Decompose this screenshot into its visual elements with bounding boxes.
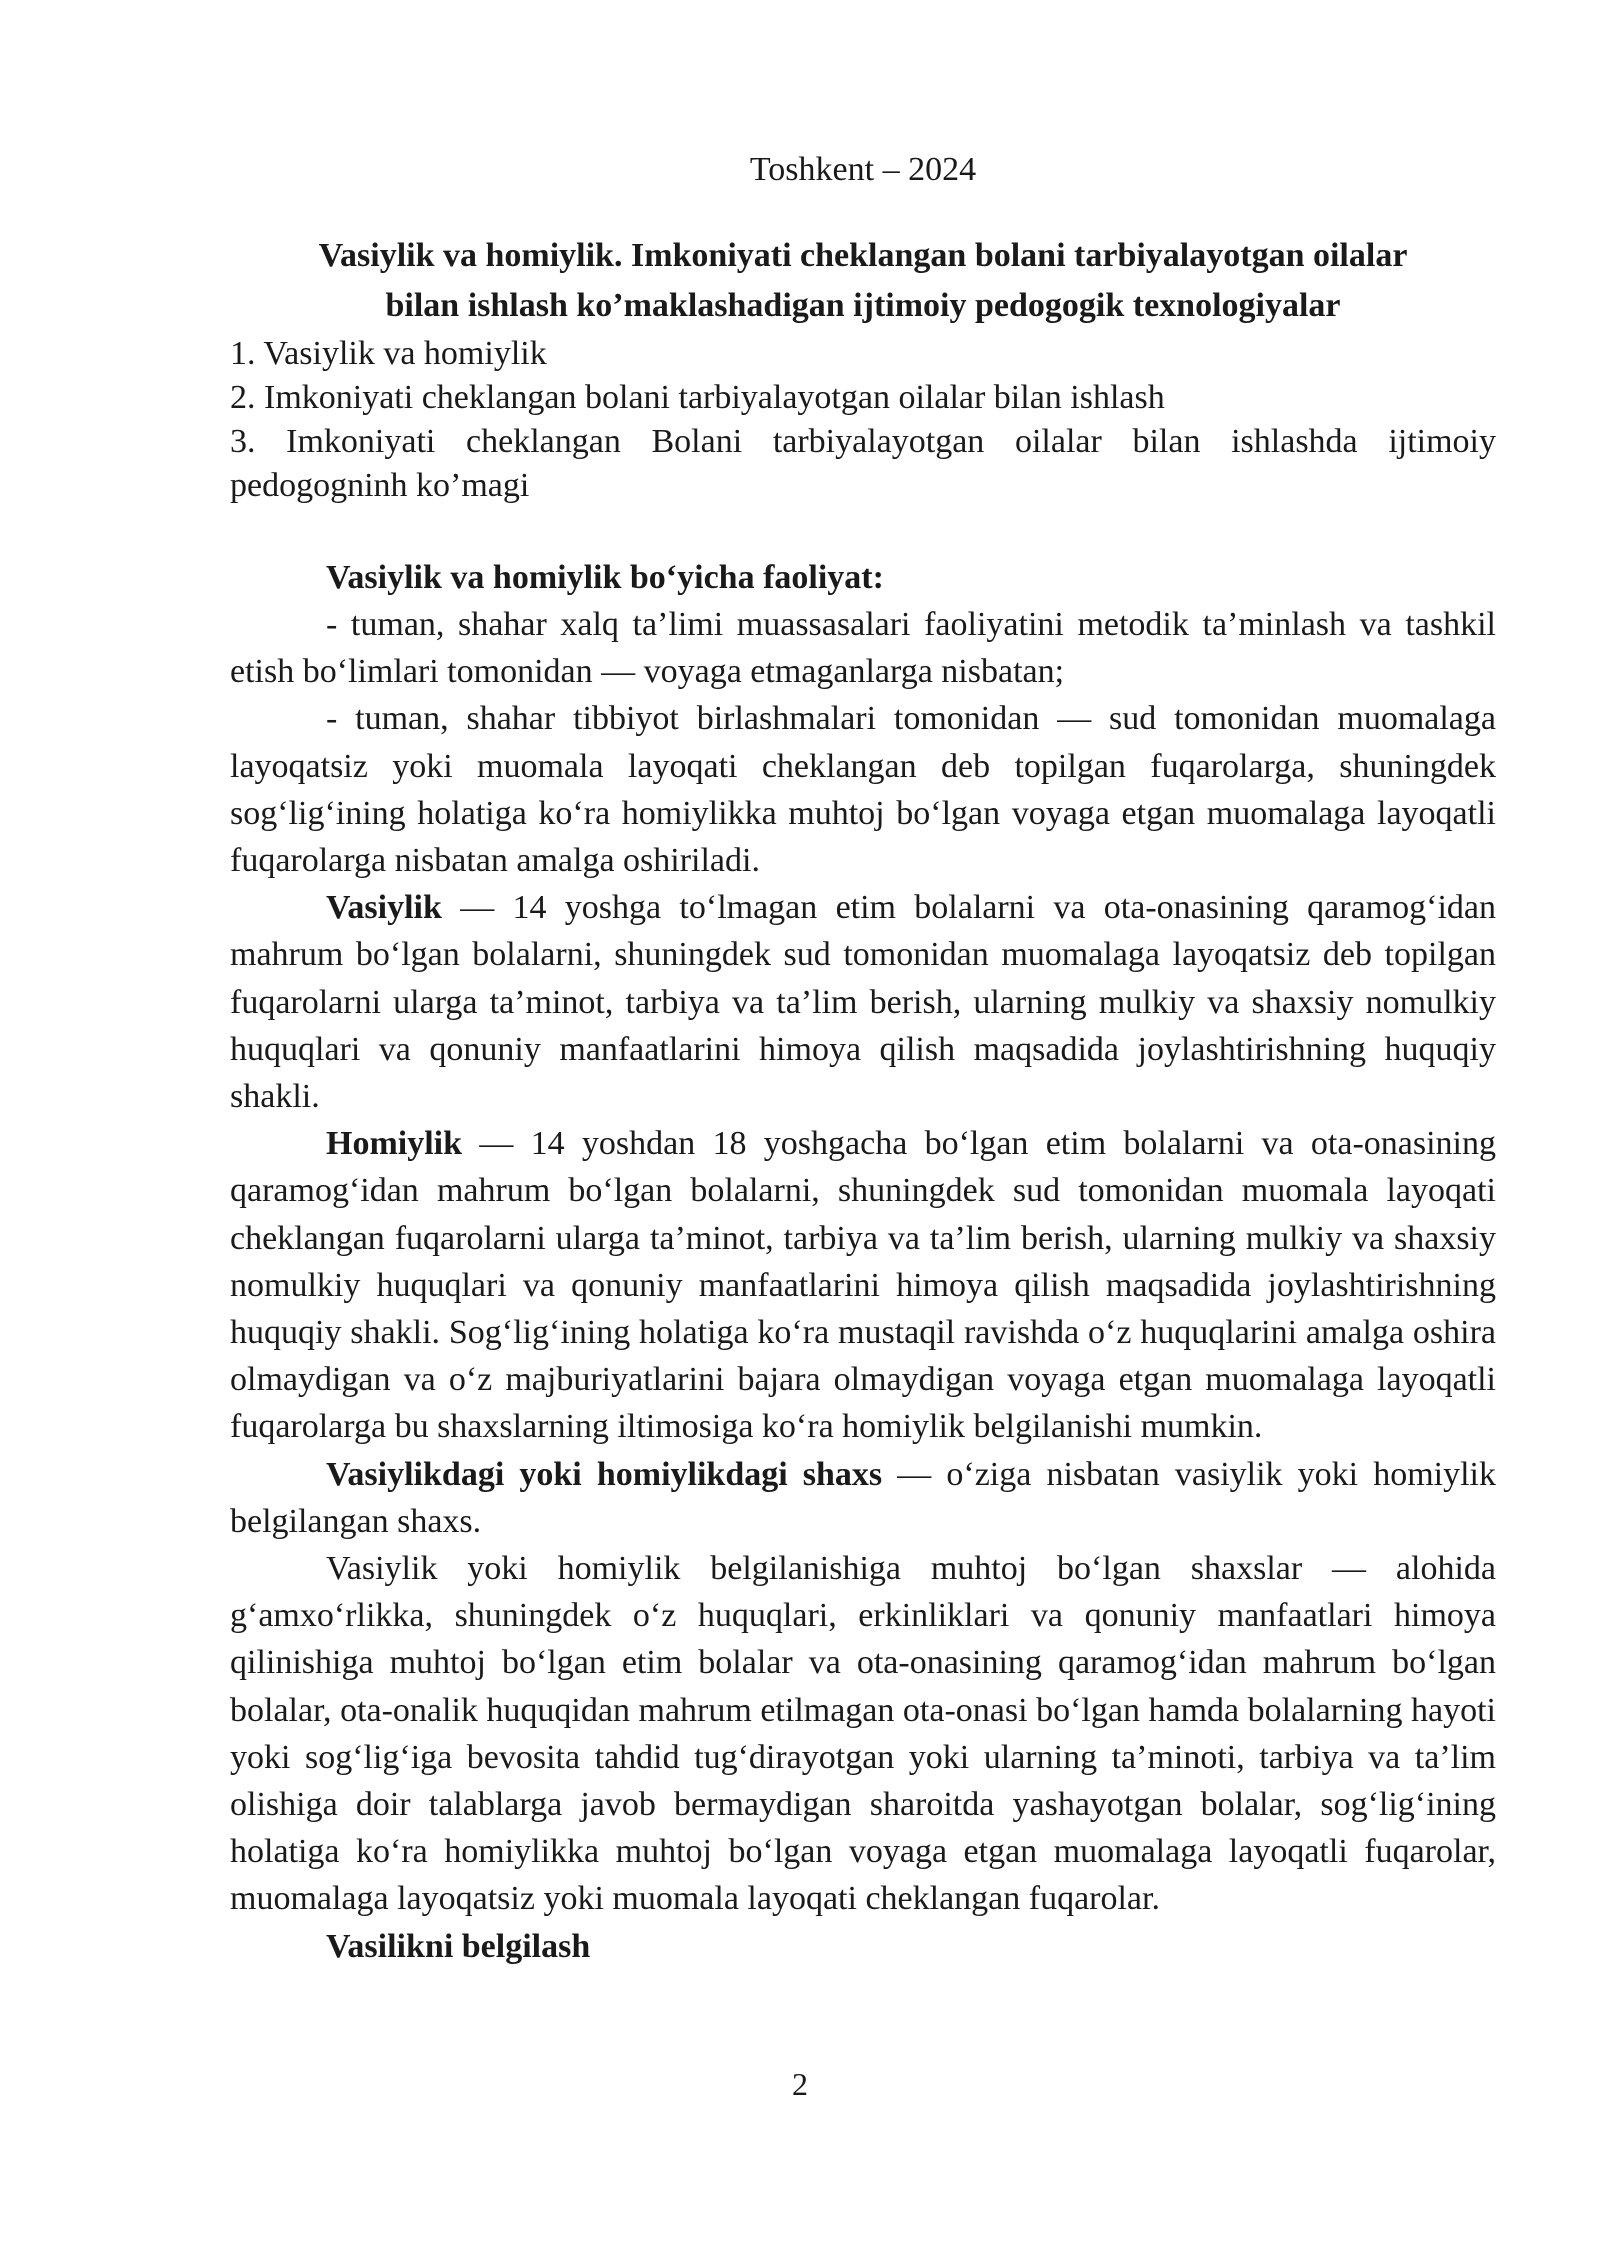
page-number: 2 (792, 2066, 808, 2102)
vasiylik-term: Vasiylik (326, 889, 442, 927)
document-title (230, 232, 1496, 330)
toc-item: 3. Imkoniyati cheklangan Bolani tarbiyalayotgan oilalar bilan ishlashda ijtimoiy pedogogninh ko’magi (230, 423, 1496, 504)
title-line-2: bilan ishlash ko’maklashadigan ijtimoiy pedogogik texnologiyalar (385, 287, 1341, 324)
title-line-1: Vasiylik va homiylik. Imkoniyati cheklangan bolani tarbiyalayotgan oilalar (318, 237, 1408, 274)
toc-item: 2. Imkoniyati cheklangan bolani tarbiyalayotgan oilalar bilan ishlash (230, 379, 1165, 416)
activity-bullet: - tuman, shahar xalq ta’limi muassasalari faoliyatini metodik ta’minlash va tashkil etish bo‘limlari tomonidan — voyaga etmaganlarga nisbatan; (230, 606, 1496, 691)
vasiylik-definition (230, 884, 1496, 1120)
person-term: Vasiylikdagi yoki homiylikdagi shaxs (326, 1455, 883, 1493)
person-definition (230, 1451, 1496, 1545)
needy-persons-paragraph: Vasiylik yoki homiylik belgilanishiga muhtoj bo‘lgan shaxslar — alohida g‘amxo‘rlikka, shuningdek o‘z huquqlari, erkinliklari va qonuniy manfaatlari himoya qilinishiga muhtoj bo‘lgan etim bolalar va ota-onasining qaramog‘idan mahrum bo‘lgan bolalar, ota-onalik huquqidan mahrum etilmagan ota-onasi bo‘lgan hamda bolalarning hayoti yoki sog‘lig‘iga bevosita tahdid tug‘dirayotgan yoki ularning ta’minoti, tarbiya va ta’lim olishiga doir talablarga javob bermaydigan sharoitda yashayotgan bolalar, sog‘lig‘ining holatiga ko‘ra homiylikka muhtoj bo‘lgan voyaga etgan muomalaga layoqatli fuqarolar, muomalaga layoqatsiz yoki muomala layoqati cheklangan fuqarolar. (230, 1550, 1496, 1918)
toc-item: 1. Vasiylik va homiylik (230, 335, 547, 372)
city-year: Toshkent – 2024 (749, 151, 977, 188)
table-of-contents (230, 332, 1496, 508)
document-page (230, 148, 1496, 1970)
homiylik-text: — 14 yoshdan 18 yoshgacha bo‘lgan etim bolalarni va ota-onasining qaramog‘idan mahrum bo‘lgan bolalarni, shuningdek sud tomonidan muomala layoqati cheklangan fuqarolarni ularga ta’minot, tarbiya va ta’lim berish, ularning mulkiy va shaxsiy nomulkiy huquqlari va qonuniy manfaatlarini himoya qilish maqsadida joylashtirishning huquqiy shakli. Sog‘lig‘ining holatiga ko‘ra mustaqil ravishda o‘z huquqlarini amalga oshira olmaydigan va o‘z majburiyatlarini bajara olmaydigan voyaga etgan muomalaga layoqatli fuqarolarga bu shaxslarning iltimosiga ko‘ra homiylik belgilanishi mumkin. (230, 1125, 1496, 1446)
activity-bullet: - tuman, shahar tibbiyot birlashmalari tomonidan — sud tomonidan muomalaga layoqatsiz yoki muomala layoqati cheklangan deb topilgan fuqarolarga, shuningdek sog‘lig‘ining holatiga ko‘ra homiylikka muhtoj bo‘lgan voyaga etgan muomalaga layoqatli fuqarolarga nisbatan amalga oshiriladi. (230, 700, 1496, 880)
vasiylik-text: — 14 yoshga to‘lmagan etim bolalarni va ota-onasining qaramog‘idan mahrum bo‘lgan bolalarni, shuningdek sud tomonidan muomalaga layoqatsiz deb topilgan fuqarolarni ularga ta’minot, tarbiya va ta’lim berish, ularning mulkiy va shaxsiy nomulkiy huquqlari va qonuniy manfaatlarini himoya qilish maqsadida joylashtirishning huquqiy shakli. (230, 889, 1496, 1116)
homiylik-definition (230, 1120, 1496, 1450)
homiylik-term: Homiylik (326, 1125, 463, 1163)
person-text: — o‘ziga nisbatan vasiylik yoki homiylik belgilangan shaxs. (230, 1455, 1496, 1540)
activity-heading: Vasiylik va homiylik bo‘yicha faoliyat: (326, 559, 884, 596)
spacer (230, 508, 1496, 554)
final-heading: Vasilikni belgilash (326, 1927, 591, 1965)
